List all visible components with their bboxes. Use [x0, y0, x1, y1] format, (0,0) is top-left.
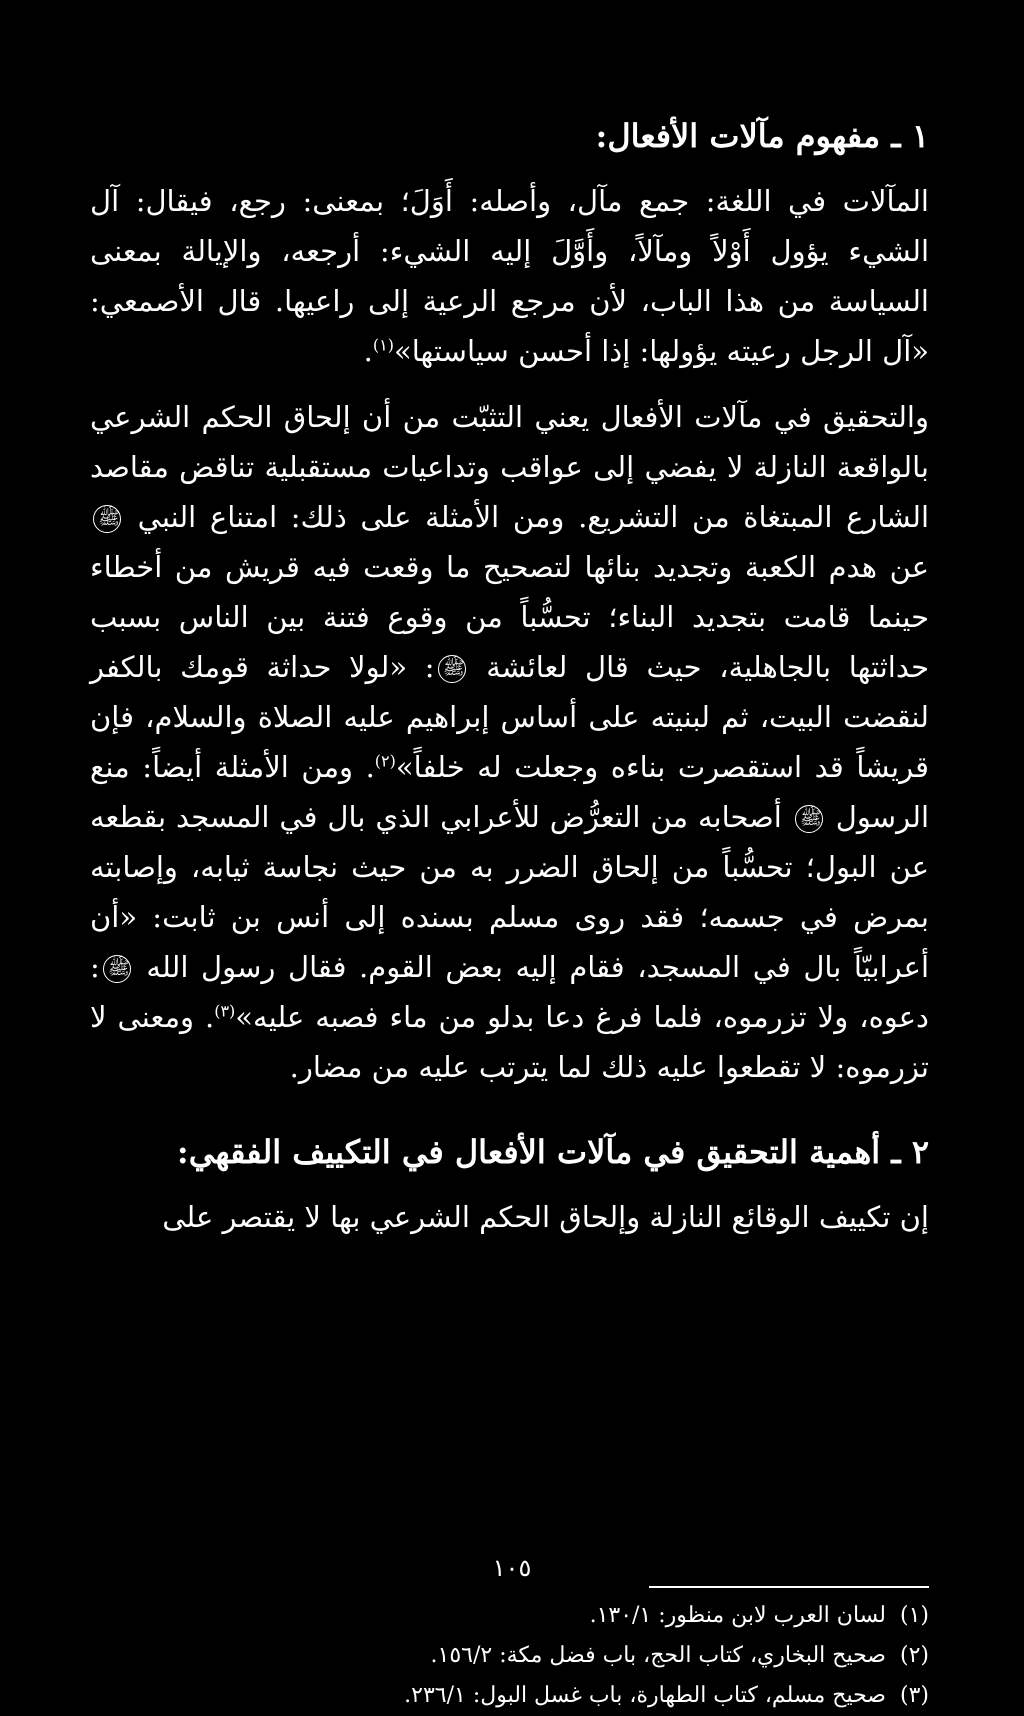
radiallahu-icon: ﷺ: [438, 655, 466, 683]
salawat-icon: ﷺ: [103, 955, 131, 983]
section-heading-2: ٢ ـ أهمية التحقيق في مآلات الأفعال في التكييف الفقهي:: [176, 1133, 929, 1171]
paragraph-linguistic-meaning: المآلات في اللغة: جمع مآل، وأصله: أَوَلَ؛ بمعنى: رجع، فيقال: آل الشيء يؤول أَوْلاً ومآلاً، وأَوَّلَ إليه الشيء: أرجعه، والإيالة بمعنى السياسة من هذا الباب، لأن مرجع الرعية إلى راعيها. قال الأصمعي: «آل الرجل رعيته يؤولها: إذا أحسن سياستها»$^{(١)}$.: [90, 184, 929, 368]
paragraph-text: أصحابه من التعرُّض للأعرابي الذي بال في المسجد بقطعه عن البول؛ تحسُّباً من إلحاق الضرر به من حيث نجاسة ثيابه، وإصابته بمرض في جسمه؛ فقد روى مسلم بسنده إلى أنس بن ثابت: «أن أعرابيّاً بال في المسجد، فقام إليه بعض القوم. فقال رسول الله: [90, 800, 930, 984]
paragraph-text: المآلات في اللغة: جمع مآل، وأصله: أَوَلَ؛ بمعنى: رجع، فيقال: آل الشيء يؤول أَوْلاً ومآلاً، وأَوَّلَ إليه الشيء: أرجعه، والإيالة بمعنى السياسة من هذا الباب، لأن مرجع الرعية إلى راعيها. قال الأصمعي: «آل الرجل رعيته يؤولها: إذا أحسن سياستها»: [90, 184, 929, 368]
footnote-2: [90, 1636, 929, 1676]
paragraph-text: . ومن الأمثلة أيضاً: منع الرسول: [90, 750, 929, 834]
footnote-ref-3[interactable]: (٣): [214, 1001, 236, 1021]
section-heading-1: ١ ـ مفهوم مآلات الأفعال:: [595, 117, 929, 155]
paragraph-text: والتحقيق في مآلات الأفعال يعني التثبّت من أن إلحاق الحكم الشرعي بالواقعة النازلة لا يفضي إلى عواقب وتداعيات مستقبلية تناقض مقاصد الشارع المبتغاة من التشريع. ومن الأمثلة على ذلك: امتناع النبي: [90, 400, 930, 534]
paragraph-text: عن هدم الكعبة وتجديد بنائها لتصحيح ما وقعت فيه قريش من أخطاء حينما قامت بتجديد البناء؛ تحسُّباً من وقوع فتنة بين الناس بسبب حداثتها بالجاهلية، حيث قال لعائشة: [90, 550, 929, 684]
footnote-number: (٢): [899, 1643, 929, 1668]
salawat-icon: ﷺ: [93, 505, 121, 533]
footnote-3: [90, 1676, 929, 1716]
quote-text: : دعوه، ولا تزرموه، فلما فرغ دعا بدلو من ماء فصبه عليه»: [90, 950, 929, 1034]
page-number: ١٠٥: [492, 1554, 532, 1582]
quote-text: : «لولا حداثة قومك بالكفر لنقضت البيت، ثم لبنيته على أساس إبراهيم عليه الصلاة والسلام، فإن قريشاً قد استقصرت بناءه وجعلت له خلفاً»: [90, 650, 929, 784]
salawat-icon: ﷺ: [795, 805, 823, 833]
footnote-number: (٣): [899, 1683, 929, 1708]
footnote-text: صحيح مسلم، كتاب الطهارة، باب غسل البول: ٢٣٦/١.: [404, 1683, 886, 1708]
footnote-ref-2[interactable]: (٢): [374, 751, 396, 771]
paragraph-text: . ومعنى لا تزرموه: لا تقطعوا عليه ذلك لما يترتب عليه من مضار.: [90, 1000, 929, 1084]
footnote-text: صحيح البخاري، كتاب الحج، باب فضل مكة: ١٥٦/٢.: [430, 1643, 886, 1668]
paragraph-examples: [90, 392, 929, 1092]
page-body: [90, 110, 929, 1604]
footnote-text: لسان العرب لابن منظور: ١٣٠/١.: [589, 1603, 886, 1628]
footnote-ref-1[interactable]: (١): [372, 335, 394, 355]
paragraph-importance: إن تكييف الوقائع النازلة وإلحاق الحكم الشرعي بها لا يقتصر على: [162, 1200, 929, 1234]
footnote-1: [90, 1596, 929, 1636]
footnote-number: (١): [899, 1603, 929, 1628]
footnote-divider: [649, 1586, 929, 1588]
footnotes: [90, 1596, 929, 1716]
